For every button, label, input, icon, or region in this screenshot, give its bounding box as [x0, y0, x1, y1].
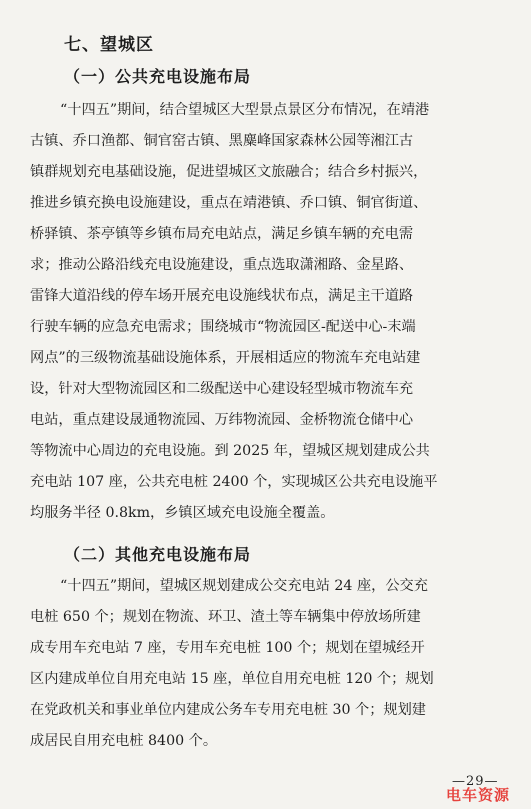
paragraph-line: 设，针对大型物流园区和二级配送中心建设轻型城市物流车充	[30, 381, 414, 397]
paragraph-line: 雷锋大道沿线的停车场开展充电设施线状布点，满足主干道路	[30, 288, 414, 304]
paragraph-line: 区内建成单位自用充电站 15 座，单位自用充电桩 120 个；规划	[30, 671, 434, 687]
paragraph-line: 电站，重点建设晟通物流园、万纬物流园、金桥物流仓储中心	[30, 412, 414, 428]
paragraph-line: 行驶车辆的应急充电需求；围绕城市“物流园区-配送中心-末端	[30, 319, 416, 335]
paragraph-line: 镇群规划充电基础设施，促进望城区文旅融合；结合乡村振兴，	[30, 164, 428, 180]
watermark-logo: 电车资源	[446, 786, 511, 804]
paragraph-line: 网点”的三级物流基础设施体系，开展相适应的物流车充电站建	[30, 350, 421, 366]
paragraph-line: 等物流中心周边的充电设施。到 2025 年，望城区规划建成公共	[30, 443, 430, 459]
paragraph-line: “十四五”期间，结合望城区大型景点景区分布情况，在靖港	[60, 102, 430, 118]
paragraph-line: 充电站 107 座，公共充电桩 2400 个，实现城区公共充电设施平	[30, 474, 438, 490]
subsection-heading-public: （一）公共充电设施布局	[64, 67, 252, 86]
paragraph-line: 古镇、乔口渔都、铜官窑古镇、黑麋峰国家森林公园等湘江古	[30, 133, 414, 149]
paragraph-line: 均服务半径 0.8km，乡镇区域充电设施全覆盖。	[30, 505, 335, 521]
paragraph-line: 成专用车充电站 7 座，专用车充电桩 100 个；规划在望城经开	[30, 640, 425, 656]
paragraph-other-charging	[30, 571, 508, 757]
paragraph-public-charging	[30, 95, 508, 529]
paragraph-line: 推进乡镇充换电设施建设，重点在靖港镇、乔口镇、铜官街道、	[30, 195, 428, 211]
paragraph-line: 电桩 650 个；规划在物流、环卫、渣土等车辆集中停放场所建	[30, 609, 421, 625]
subsection-heading-other: （二）其他充电设施布局	[64, 545, 252, 564]
paragraph-line: 桥驿镇、茶亭镇等乡镇布局充电站点，满足乡镇车辆的充电需	[30, 226, 414, 242]
page-number: —29—	[452, 774, 499, 789]
paragraph-line: 成居民自用充电桩 8400 个。	[30, 733, 218, 749]
paragraph-line: 求；推动公路沿线充电设施建设，重点选取潇湘路、金星路、	[30, 257, 414, 273]
section-heading: 七、望城区	[64, 35, 154, 55]
paragraph-line: “十四五”期间，望城区规划建成公交充电站 24 座，公交充	[60, 578, 428, 594]
paragraph-line: 在党政机关和事业单位内建成公务车专用充电桩 30 个；规划建	[30, 702, 426, 718]
